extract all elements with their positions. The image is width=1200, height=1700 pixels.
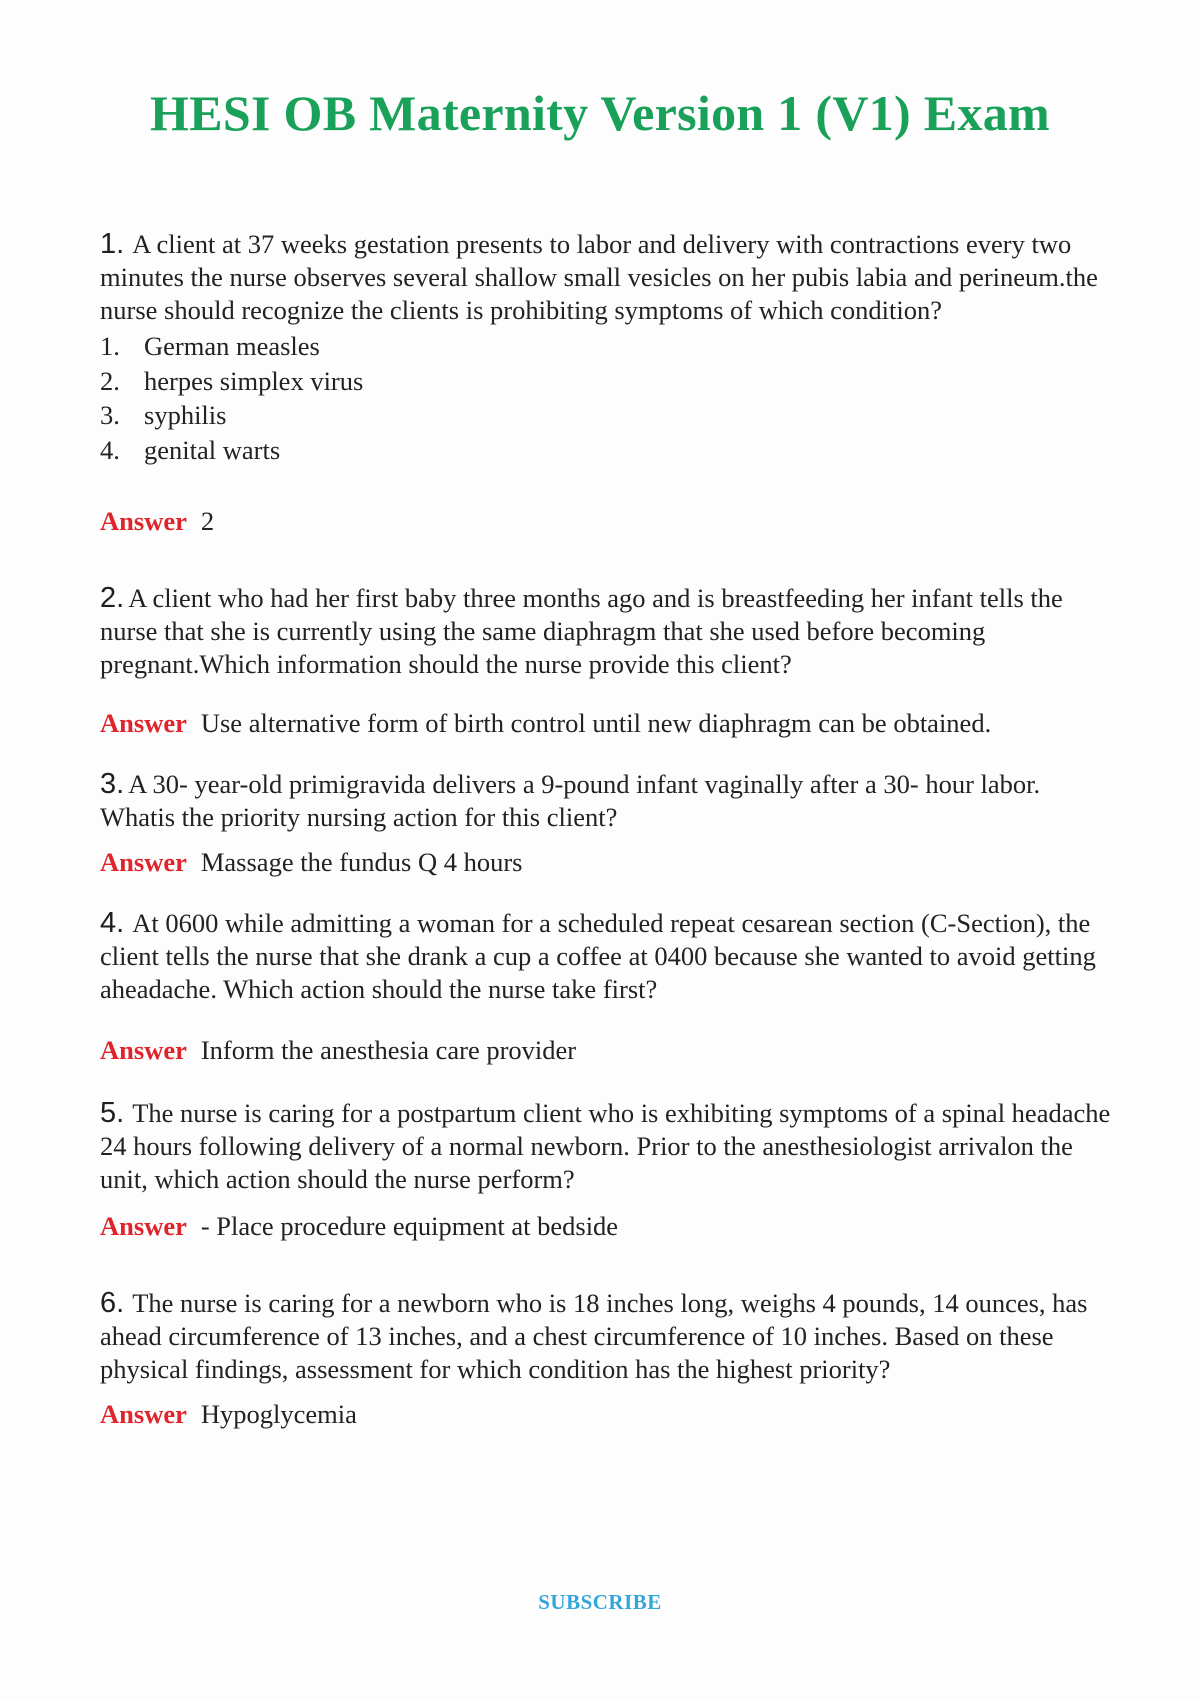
subscribe-link[interactable]: SUBSCRIBE	[538, 1590, 662, 1614]
answer-label: Answer	[100, 506, 187, 536]
question-number: 5.	[100, 1097, 125, 1129]
question-text: A client at 37 weeks gestation presents to labor and delivery with contractions every two minutes the nurse observes several shallow small vesicles on her pubis labia and perineum.the nurse should recognize the clients is prohibiting symptoms of which condition?	[100, 229, 1098, 325]
option-item	[100, 364, 1120, 399]
question-block	[100, 228, 1120, 538]
option-number: 4.	[100, 434, 120, 465]
question-text-block	[100, 907, 1120, 1006]
question-block	[100, 907, 1120, 1067]
question-text: The nurse is caring for a postpartum client who is exhibiting symptoms of a spinal headache 24 hours following delivery of a normal newborn. Prior to the anesthesiologist arrivalon the unit, which action should the nurse perform?	[100, 1098, 1111, 1194]
answer-line	[100, 1398, 1120, 1431]
option-text: genital warts	[144, 434, 281, 465]
option-item	[100, 329, 1120, 364]
question-text-block	[100, 1097, 1120, 1196]
option-item	[100, 433, 1120, 468]
answer-label: Answer	[100, 708, 187, 738]
question-block	[100, 768, 1120, 879]
question-list	[100, 228, 1120, 1431]
option-text: syphilis	[144, 400, 227, 430]
question-text: A client who had her first baby three months ago and is breastfeeding her infant tells the nurse that she is currently using the same diaphragm that she used before becoming pregnant.Which information should the nurse provide this client?	[100, 583, 1063, 679]
question-block	[100, 1287, 1120, 1431]
question-number: 2.	[100, 582, 125, 614]
answer-line	[100, 1210, 1120, 1243]
question-text-block	[100, 228, 1120, 327]
answer-text: - Place procedure equipment at bedside	[200, 1211, 619, 1241]
question-number: 1.	[100, 228, 125, 260]
option-number: 1.	[100, 331, 120, 361]
question-text-block	[100, 768, 1120, 834]
answer-line	[100, 846, 1120, 879]
answer-line	[100, 707, 1120, 740]
answer-text: Hypoglycemia	[200, 1399, 357, 1429]
answer-text: Massage the fundus Q 4 hours	[200, 847, 523, 877]
answer-line	[100, 505, 1120, 538]
answer-label: Answer	[100, 847, 187, 877]
question-number: 3.	[100, 768, 125, 800]
question-block	[100, 582, 1120, 740]
option-list	[100, 329, 1120, 467]
question-block	[100, 1097, 1120, 1243]
option-number: 2.	[100, 365, 120, 396]
answer-line	[100, 1034, 1120, 1067]
answer-label: Answer	[100, 1211, 187, 1241]
option-item	[100, 398, 1120, 433]
question-text: A 30- year-old primigravida delivers a 9-pound infant vaginally after a 30- hour labor. Whatis the priority nursing action for this client?	[100, 769, 1041, 832]
question-text: At 0600 while admitting a woman for a scheduled repeat cesarean section (C-Section), the client tells the nurse that she drank a cup a coffee at 0400 because she wanted to avoid getting aheadache. Which action should the nurse take first?	[100, 908, 1096, 1004]
question-text-block	[100, 1287, 1120, 1386]
answer-text: Inform the anesthesia care provider	[200, 1035, 577, 1065]
option-text: German measles	[144, 331, 320, 361]
answer-label: Answer	[100, 1399, 187, 1429]
option-number: 3.	[100, 400, 120, 430]
answer-text: Use alternative form of birth control until new diaphragm can be obtained.	[200, 708, 992, 738]
answer-label: Answer	[100, 1035, 187, 1065]
answer-text: 2	[200, 506, 215, 536]
question-text-block	[100, 582, 1120, 681]
question-number: 4.	[100, 907, 125, 939]
question-text: The nurse is caring for a newborn who is 18 inches long, weighs 4 pounds, 14 ounces, has ahead circumference of 13 inches, and a chest circumference of 10 inches. Based on these physical findings, assessment for which condition has the highest priority?	[100, 1288, 1088, 1384]
question-number: 6.	[100, 1287, 125, 1319]
page-title: HESI OB Maternity Version 1 (V1) Exam	[150, 85, 1050, 141]
option-text: herpes simplex virus	[144, 365, 364, 396]
